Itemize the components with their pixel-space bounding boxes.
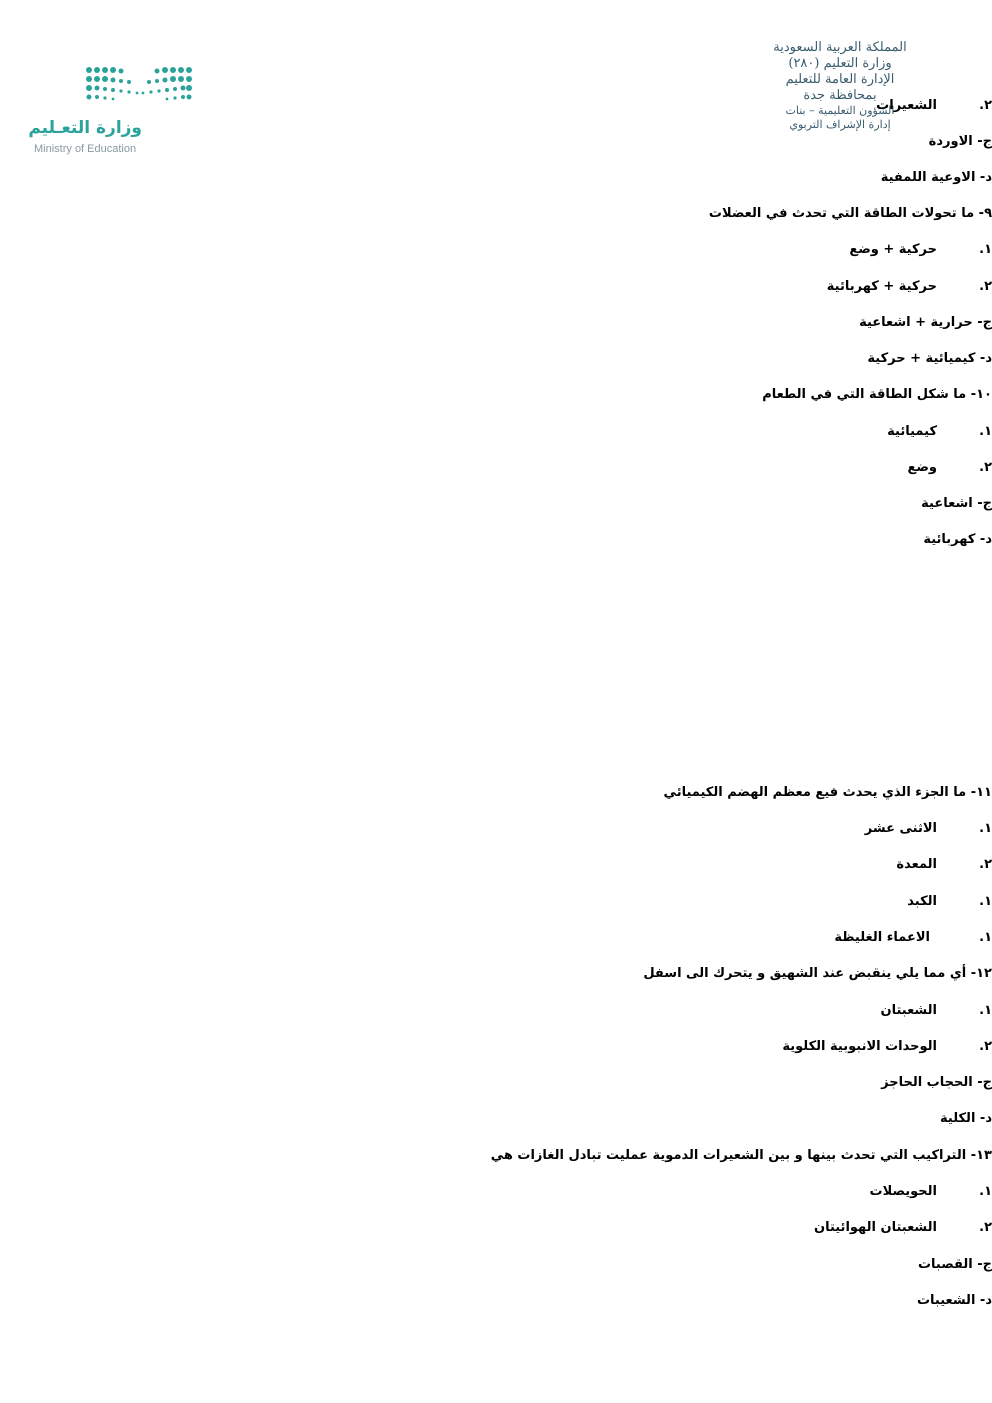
header-line-ministry: وزارة التعليم (٢٨٠): [788, 56, 892, 71]
header-line-country: المملكة العربية السعودية: [773, 40, 907, 55]
option-number: ١.: [979, 1003, 992, 1018]
option-number: ١.: [979, 894, 992, 909]
list-item: [62, 1039, 992, 1054]
header-line-affairs: الشؤون التعليمية – بنات: [785, 104, 895, 117]
option-number: ٢.: [979, 98, 992, 113]
option-text: الاثنى عشر: [864, 821, 937, 836]
option-text: الحويصلات: [869, 1184, 937, 1199]
question-13: ١٣- التراكيب التي تحدث بينها و بين الشعيرات الدموية عمليت تبادل الغازات هي: [490, 1148, 992, 1163]
dots-logo-icon: [85, 66, 195, 102]
option-text: الوحدات الانبوبية الكلوية: [782, 1039, 937, 1054]
list-item: [62, 424, 992, 439]
option-c: ج- اشعاعية: [921, 496, 992, 511]
option-text: الشعيرات: [876, 98, 937, 113]
option-number: ٢.: [979, 1039, 992, 1054]
logo-english-text: Ministry of Education: [34, 143, 137, 155]
header-line-supervision: إدارة الإشراف التربوي: [789, 118, 891, 131]
header-line-city: بمحافظة جدة: [803, 88, 877, 103]
option-number: ٢.: [979, 279, 992, 294]
header-line-directorate: الإدارة العامة للتعليم: [785, 72, 895, 87]
option-d: د- كيميائية + حركية: [867, 351, 992, 366]
option-text: كيميائية: [887, 424, 937, 439]
list-item: [62, 1184, 992, 1199]
option-text: الاعماء الغليظة: [834, 930, 930, 945]
question-11: ١١- ما الجزء الذي يحدث فيع معظم الهضم الكيميائي: [663, 785, 992, 800]
option-number: ١.: [979, 821, 992, 836]
option-number: ١.: [979, 930, 992, 945]
option-number: ١.: [979, 242, 992, 257]
option-text: الشعبتان: [880, 1003, 937, 1018]
option-number: ٢.: [979, 857, 992, 872]
option-c: ج- الحجاب الحاجز: [881, 1075, 992, 1090]
logo-arabic-text: وزارة التعـليم: [28, 118, 142, 138]
option-d: د- كهربائية: [923, 532, 992, 547]
list-item: [62, 857, 992, 872]
option-text: حركية + وضع: [849, 242, 937, 257]
option-c: ج- حرارية + اشعاعية: [859, 315, 992, 330]
option-text: المعدة: [896, 857, 937, 872]
question-12: ١٢- أي مما يلي ينقبض عند الشهيق و يتحرك الى اسفل: [643, 966, 992, 981]
question-9: ٩- ما تحولات الطاقة التي تحدث في العضلات: [708, 206, 992, 221]
option-d: د- الشعيبات: [916, 1293, 992, 1308]
option-number: ٢.: [979, 1220, 992, 1235]
list-item: [62, 821, 992, 836]
ministry-header: [740, 40, 940, 132]
list-item: [62, 894, 992, 909]
option-d: د- الاوعية اللمفية: [880, 170, 992, 185]
ministry-logo: [30, 66, 200, 161]
option-number: ١.: [979, 424, 992, 439]
list-item: [264, 98, 992, 113]
list-item: [62, 930, 992, 945]
option-text: الكبد: [907, 894, 937, 909]
list-item: [62, 279, 992, 294]
list-item: [62, 460, 992, 475]
option-number: ٢.: [979, 460, 992, 475]
option-text: وضع: [907, 460, 937, 475]
list-item: [62, 1003, 992, 1018]
option-c: ج- القصبات: [917, 1257, 992, 1272]
list-item: [62, 242, 992, 257]
option-text: حركية + كهربائية: [826, 279, 937, 294]
option-number: ١.: [979, 1184, 992, 1199]
question-10: ١٠- ما شكل الطاقة التي في الطعام: [762, 387, 992, 402]
option-text: الشعبتان الهوائيتان: [813, 1220, 937, 1235]
option-d: د- الكلية: [940, 1111, 992, 1126]
list-item: [62, 1220, 992, 1235]
option-c: ج- الاوردة: [928, 134, 992, 149]
